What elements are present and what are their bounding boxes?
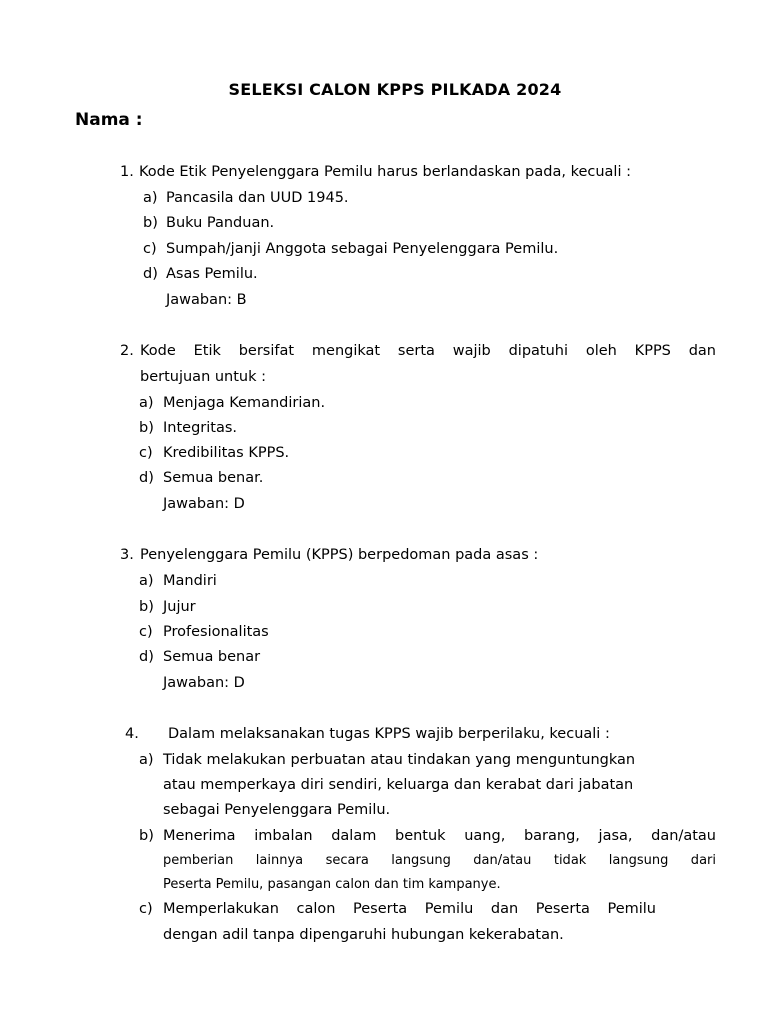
answer-text: Jawaban: D	[163, 675, 245, 691]
option-text: Semua benar	[163, 649, 261, 665]
option-letter: c)	[139, 445, 153, 461]
question-number: 2.	[120, 343, 134, 359]
option-text: Buku Panduan.	[166, 215, 275, 231]
option-letter: b)	[139, 828, 154, 844]
option-text: Semua benar.	[163, 470, 264, 486]
option-text: Kredibilitas KPPS.	[163, 445, 290, 461]
question-number: 1.	[120, 164, 134, 180]
option-text-line: Memperlakukan calon Peserta Pemilu dan Peserta Pemilu	[163, 901, 656, 917]
option-letter: a)	[143, 190, 158, 206]
option-letter: d)	[139, 470, 154, 486]
option-text: Jujur	[163, 599, 196, 615]
option-text-line: Peserta Pemilu, pasangan calon dan tim kampanye.	[163, 877, 501, 892]
question-text-line-1: Kode Etik bersifat mengikat serta wajib dipatuhi oleh KPPS dan	[140, 343, 716, 359]
answer-text: Jawaban: B	[166, 292, 247, 308]
option-letter: c)	[139, 624, 153, 640]
option-letter: c)	[139, 901, 153, 917]
option-text-line: sebagai Penyelenggara Pemilu.	[163, 802, 391, 818]
option-text: Sumpah/janji Anggota sebagai Penyelenggara Pemilu.	[166, 241, 559, 257]
question-text: Dalam melaksanakan tugas KPPS wajib berperilaku, kecuali :	[168, 726, 610, 742]
option-letter: d)	[143, 266, 158, 282]
option-text-line: dengan adil tanpa dipengaruhi hubungan kekerabatan.	[163, 927, 564, 943]
option-text: Mandiri	[163, 573, 217, 589]
option-text: Integritas.	[163, 420, 238, 436]
option-text: Pancasila dan UUD 1945.	[166, 190, 349, 206]
question-text: Penyelenggara Pemilu (KPPS) berpedoman pada asas :	[140, 547, 539, 563]
option-text-line: Menerima imbalan dalam bentuk uang, barang, jasa, dan/atau	[163, 828, 716, 844]
option-letter: b)	[139, 420, 154, 436]
question-number: 3.	[120, 547, 134, 563]
question-text: Kode Etik Penyelenggara Pemilu harus berlandaskan pada, kecuali :	[139, 164, 631, 180]
document-title: SELEKSI CALON KPPS PILKADA 2024	[228, 80, 562, 99]
option-letter: b)	[143, 215, 158, 231]
question-number: 4.	[125, 726, 139, 742]
question-text-line-2: bertujuan untuk :	[140, 369, 267, 385]
option-letter: d)	[139, 649, 154, 665]
option-text: Asas Pemilu.	[166, 266, 258, 282]
option-letter: a)	[139, 573, 154, 589]
option-text-line: atau memperkaya diri sendiri, keluarga dan kerabat dari jabatan	[163, 777, 634, 793]
name-label: Nama :	[75, 110, 143, 130]
option-letter: c)	[143, 241, 157, 257]
option-text: Profesionalitas	[163, 624, 269, 640]
option-text: Menjaga Kemandirian.	[163, 395, 326, 411]
option-text-line: pemberian lainnya secara langsung dan/atau tidak langsung dari	[163, 853, 716, 868]
option-letter: a)	[139, 752, 154, 768]
option-text-line: Tidak melakukan perbuatan atau tindakan yang menguntungkan	[163, 752, 636, 768]
option-letter: a)	[139, 395, 154, 411]
answer-text: Jawaban: D	[163, 496, 245, 512]
option-letter: b)	[139, 599, 154, 615]
